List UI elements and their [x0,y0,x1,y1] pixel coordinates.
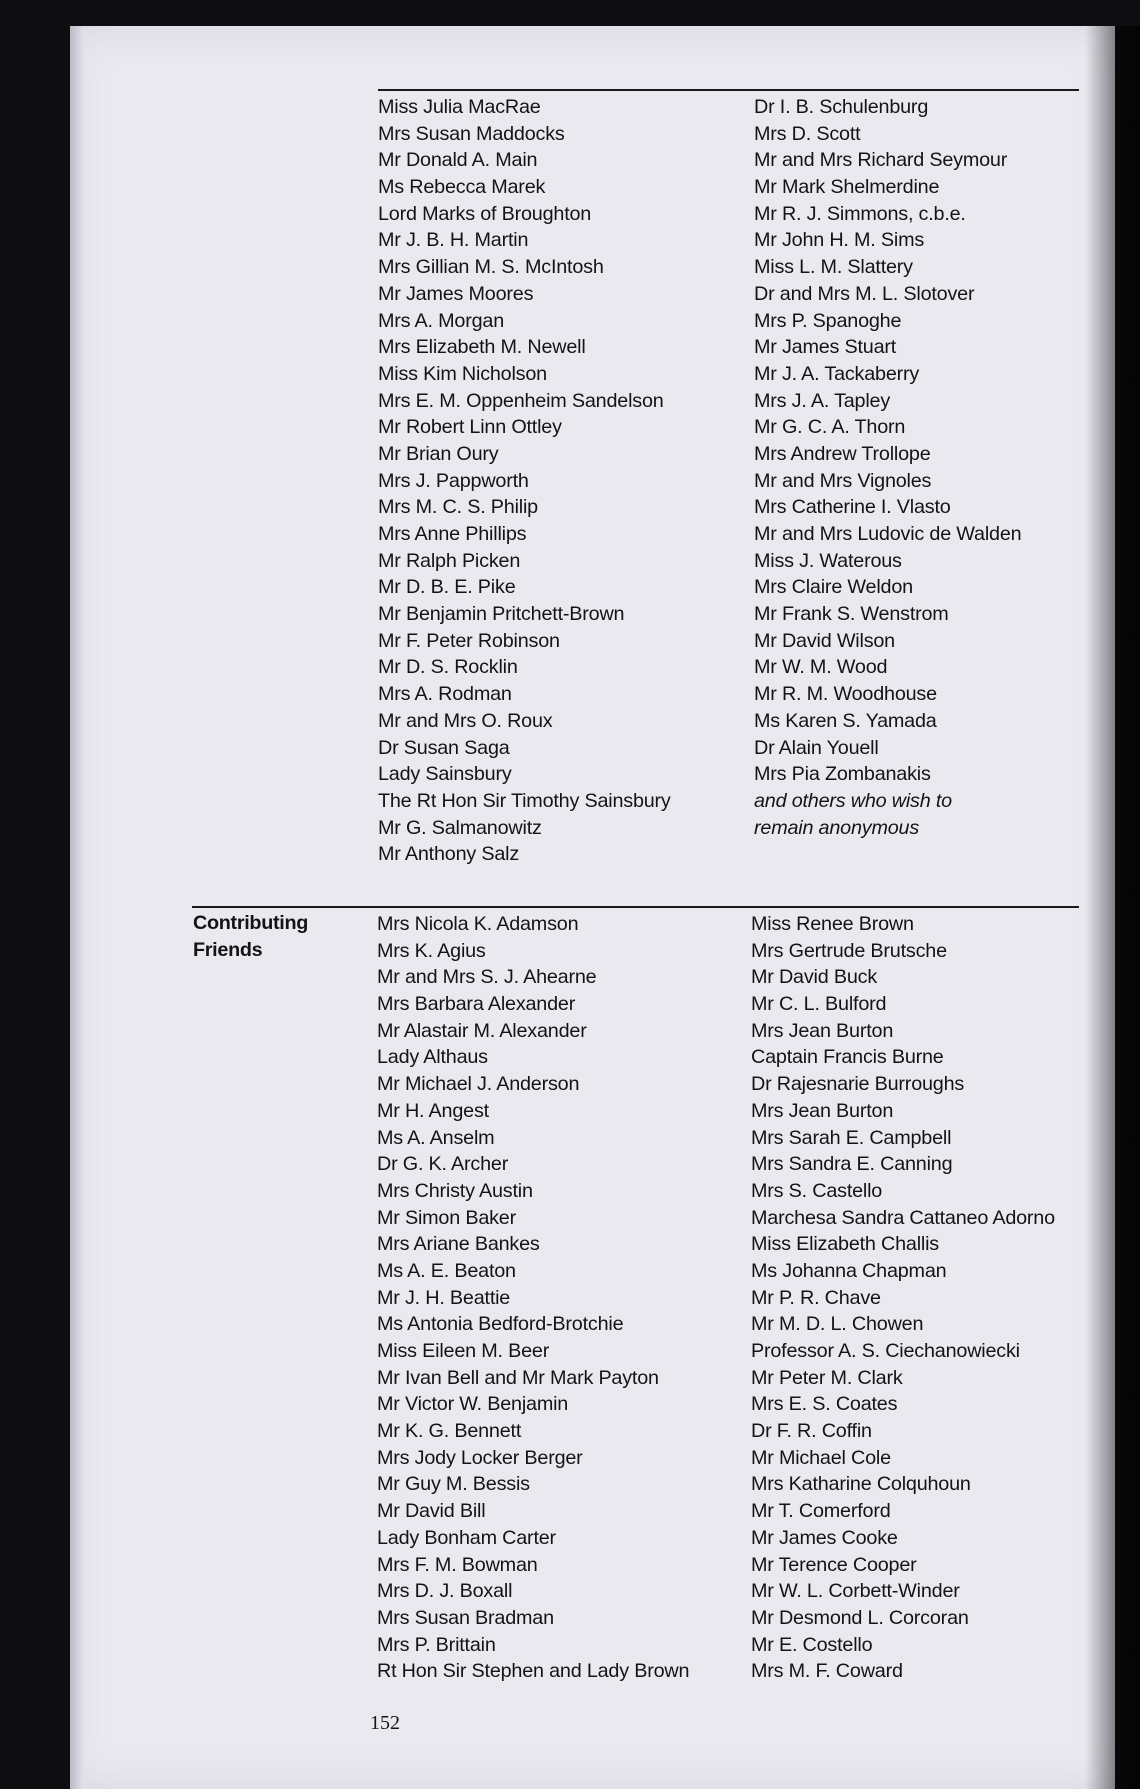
name-entry: Mr and Mrs S. J. Ahearne [377,966,597,989]
name-entry: Mr H. Angest [377,1099,489,1122]
name-entry: Mr Simon Baker [377,1206,517,1229]
name-entry: Mr T. Comerford [751,1500,891,1523]
name-entry: Mrs D. Scott [754,122,861,145]
name-entry: Mr and Mrs O. Roux [378,709,553,732]
name-entry: Mr Ralph Picken [378,549,521,572]
name-entry: Mr W. L. Corbett-Winder [751,1580,960,1603]
name-entry: Mrs F. M. Bowman [377,1553,538,1576]
name-entry: Mr James Stuart [754,336,897,359]
name-entry: Mr Desmond L. Corcoran [751,1606,969,1629]
heading-line: Contributing [193,912,309,934]
name-entry: Ms Johanna Chapman [751,1259,947,1282]
name-entry: Dr G. K. Archer [377,1153,509,1176]
name-entry: Mr James Cooke [751,1526,898,1549]
name-entry: Mr Mark Shelmerdine [754,176,940,199]
name-entry: Mr R. J. Simmons, c.b.e. [754,202,966,225]
name-entry: Mrs D. J. Boxall [377,1580,513,1603]
name-entry: Mrs E. M. Oppenheim Sandelson [378,389,664,412]
name-entry: Dr I. B. Schulenburg [754,96,929,118]
binding-shadow [1085,26,1140,1789]
name-entry: Mr David Bill [377,1500,486,1523]
name-entry: Mr D. S. Rocklin [378,656,518,679]
name-entry: Mrs Barbara Alexander [377,993,576,1016]
name-entry: Miss Kim Nicholson [378,362,547,385]
name-entry: Mrs S. Castello [751,1179,883,1202]
name-entry: Mrs A. Rodman [378,683,512,706]
name-entry: Dr and Mrs M. L. Slotover [754,282,975,305]
name-entry: Miss Eileen M. Beer [377,1340,550,1362]
name-entry: Miss Renee Brown [751,913,914,935]
name-entry: Dr F. R. Coffin [751,1420,872,1443]
name-entry: Mr R. M. Woodhouse [754,683,937,706]
name-entry: Mrs P. Spanoghe [754,309,902,332]
name-entry: Mrs Ariane Bankes [377,1233,540,1256]
name-entry: Mrs K. Agius [377,939,486,962]
name-entry: Professor A. S. Ciechanowiecki [751,1340,1020,1362]
name-entry: Mr Michael Cole [751,1446,891,1469]
name-entry: Miss J. Waterous [754,549,902,572]
name-entry: Mrs J. Pappworth [378,469,529,492]
name-entry: Mr G. Salmanowitz [378,816,542,839]
name-entry: Mr Robert Linn Ottley [378,416,562,439]
name-entry: Mrs Susan Bradman [377,1606,554,1629]
contributing-friends-heading [193,910,308,963]
name-entry: Mrs Claire Weldon [754,576,913,599]
name-entry: Mr J. H. Beattie [377,1286,511,1309]
name-entry: Ms Rebecca Marek [378,176,546,199]
name-entry: Mrs Pia Zombanakis [754,763,931,786]
name-entry: Mr Donald A. Main [378,149,538,172]
name-entry: Mr J. B. H. Martin [378,229,529,252]
name-entry: Mr M. D. L. Chowen [751,1313,924,1336]
name-entry: Mrs P. Brittain [377,1633,496,1656]
name-entry: Mr Anthony Salz [378,843,520,866]
name-entry: Mrs Susan Maddocks [378,122,565,145]
name-entry: Mrs Andrew Trollope [754,442,931,465]
name-entry: Mrs Katharine Colquhoun [751,1473,971,1496]
name-entry: Mr C. L. Bulford [751,993,887,1016]
name-entry: Mr Alastair M. Alexander [377,1019,587,1042]
top-right-name-list [754,94,1021,841]
name-entry: Miss Elizabeth Challis [751,1233,939,1256]
name-entry: Mrs A. Morgan [378,309,505,332]
name-entry: Ms Antonia Bedford-Brotchie [377,1313,624,1336]
name-entry: Mrs Elizabeth M. Newell [378,336,586,359]
name-entry: Mrs Jean Burton [751,1019,894,1042]
name-entry: Mrs Christy Austin [377,1179,533,1202]
name-entry: Dr Alain Youell [754,736,879,759]
name-entry: Mrs E. S. Coates [751,1393,898,1416]
top-left-name-list [378,94,671,868]
contributing-section-rule [192,906,1079,908]
name-entry: Mrs Catherine I. Vlasto [754,496,951,519]
page-number: 152 [370,1712,400,1734]
name-entry: Mr E. Costello [751,1633,873,1656]
name-entry: Mrs J. A. Tapley [754,389,891,412]
name-entry: Miss L. M. Slattery [754,256,913,279]
top-section-rule [378,89,1079,91]
name-entry: The Rt Hon Sir Timothy Sainsbury [378,789,671,812]
name-entry: Ms Karen S. Yamada [754,709,937,732]
name-entry: Mr K. G. Bennett [377,1420,522,1443]
contributing-right-name-list [751,911,1055,1685]
name-entry: Lady Althaus [377,1046,488,1069]
name-entry: Lady Bonham Carter [377,1526,556,1549]
name-entry: Lord Marks of Broughton [378,202,592,225]
name-entry: Mrs Gillian M. S. McIntosh [378,256,604,279]
name-entry: Mr J. A. Tackaberry [754,362,920,385]
name-entry: Lady Sainsbury [378,763,512,786]
name-entry: Mrs Gertrude Brutsche [751,939,947,962]
name-entry: Mr Michael J. Anderson [377,1073,580,1096]
name-entry: Mrs Anne Phillips [378,523,527,545]
name-entry: Mr John H. M. Sims [754,229,925,252]
name-entry: Mrs Nicola K. Adamson [377,913,579,935]
name-entry: Mrs M. C. S. Philip [378,496,538,519]
name-entry: Mrs Jody Locker Berger [377,1446,583,1469]
name-entry: Mrs Sandra E. Canning [751,1153,953,1176]
name-entry: Mr Benjamin Pritchett-Brown [378,603,625,626]
name-entry: Mr D. B. E. Pike [378,576,516,599]
name-entry: Mrs Jean Burton [751,1099,894,1122]
name-entry: Mr W. M. Wood [754,656,888,679]
anonymous-note-line: and others who wish to [754,789,952,812]
page-stack-edge [70,26,84,1789]
name-entry: Dr Susan Saga [378,736,510,759]
name-entry: Mr and Mrs Richard Seymour [754,149,1008,172]
name-entry: Mr Terence Cooper [751,1553,917,1576]
name-entry: Mr David Buck [751,966,878,989]
name-entry: Ms A. E. Beaton [377,1259,516,1282]
name-entry: Ms A. Anselm [377,1126,495,1149]
name-entry: Mr Ivan Bell and Mr Mark Payton [377,1366,659,1389]
name-entry: Mr Frank S. Wenstrom [754,603,949,626]
name-entry: Mr Brian Oury [378,442,499,465]
name-entry: Captain Francis Burne [751,1046,944,1069]
name-entry: Mr Peter M. Clark [751,1366,903,1389]
name-entry: Mr James Moores [378,282,534,305]
anonymous-note-line: remain anonymous [754,816,920,839]
name-entry: Marchesa Sandra Cattaneo Adorno [751,1206,1055,1229]
name-entry: Mr Guy M. Bessis [377,1473,530,1496]
name-entry: Dr Rajesnarie Burroughs [751,1073,965,1096]
name-entry: Mr Victor W. Benjamin [377,1393,569,1416]
heading-line: Friends [193,938,263,961]
name-entry: Mr P. R. Chave [751,1286,881,1309]
name-entry: Rt Hon Sir Stephen and Lady Brown [377,1660,690,1683]
name-entry: Miss Julia MacRae [378,96,541,118]
name-entry: Mrs M. F. Coward [751,1660,903,1683]
name-entry: Mrs Sarah E. Campbell [751,1126,952,1149]
name-entry: Mr and Mrs Vignoles [754,469,932,492]
contributing-left-name-list [377,911,689,1685]
name-entry: Mr and Mrs Ludovic de Walden [754,523,1022,545]
name-entry: Mr F. Peter Robinson [378,629,560,652]
name-entry: Mr David Wilson [754,629,895,652]
name-entry: Mr G. C. A. Thorn [754,416,906,439]
